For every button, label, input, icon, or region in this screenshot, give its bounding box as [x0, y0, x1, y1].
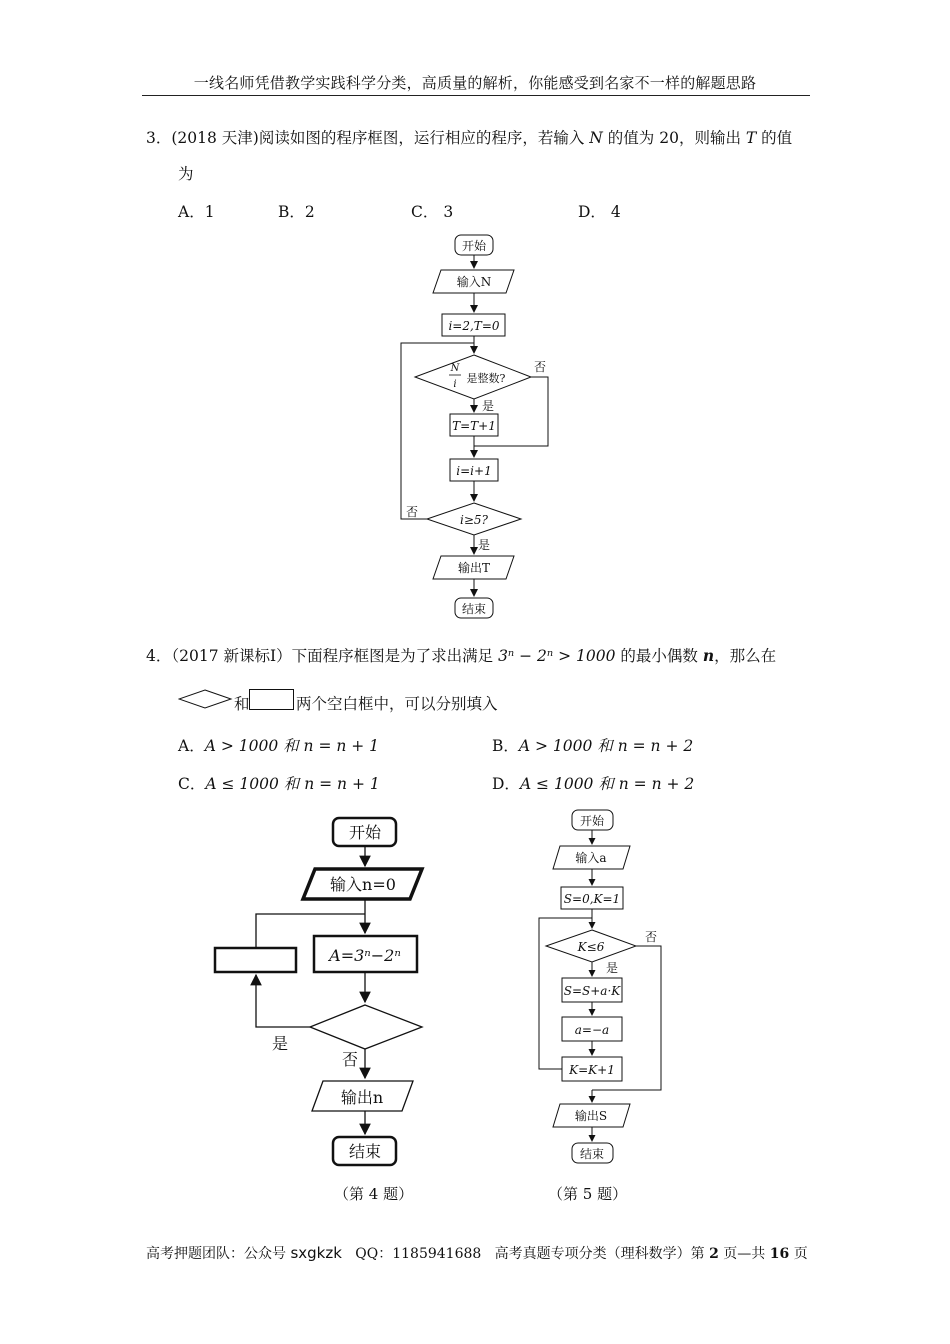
q3-frac-num: N	[450, 363, 460, 374]
q3-var-n: N	[589, 129, 603, 147]
q4-caption: （第 4 题）	[334, 1185, 414, 1203]
q4-assign-label: A=3ⁿ−2ⁿ	[329, 946, 401, 965]
q5-init-label: S=0,K=1	[563, 892, 621, 906]
q3-text-a: (2018 天津)阅读如图的程序框图，运行相应的程序，若输入	[171, 129, 585, 147]
q5-output-label: 输出S	[574, 1109, 608, 1123]
q3-option-a: A．1	[178, 203, 215, 221]
footer-info: QQ：1185941688 高考真题专项分类（理科数学）第	[341, 1246, 710, 1262]
q5-cond-label: K≤6	[577, 940, 605, 954]
q3-cond2-label: i≥5?	[460, 513, 488, 527]
q3-yes1-label: 是	[481, 399, 495, 413]
footer-page-number: 2	[709, 1246, 719, 1262]
q3-text-c: 的值	[761, 129, 793, 147]
q3-init-label: i=2,T=0	[448, 319, 500, 333]
q5-no-label: 否	[644, 930, 658, 944]
q4-yes-label: 是	[271, 1034, 289, 1053]
q3-cond1-label: 是整数?	[466, 372, 506, 385]
q4-output-label: 输出n	[340, 1088, 384, 1107]
q5-step1-label: S=S+a·K	[563, 984, 621, 998]
q5-input-label: 输入a	[575, 851, 607, 865]
q3-option-c: C． 3	[411, 203, 454, 221]
q3-step2-label: i=i+1	[456, 464, 492, 478]
q4-end-label: 结束	[348, 1142, 382, 1161]
q4-text-a: （2017 新课标Ⅰ）下面程序框图是为了求出满足	[171, 647, 494, 665]
q3-step1-label: T=T+1	[452, 419, 496, 433]
q5-yes-label: 是	[605, 961, 619, 975]
q4-input-label: 输入n=0	[330, 875, 396, 894]
footer-brand: sxgkzk	[290, 1244, 342, 1262]
q4-option-c: C．A ≤ 1000 和 n = n + 1	[178, 775, 380, 793]
q5-end-label: 结束	[579, 1147, 605, 1161]
q3-var-t: T	[745, 129, 757, 147]
q3-text-b: 的值为 20，则输出	[607, 129, 741, 147]
q5-step3-label: K=K+1	[569, 1063, 615, 1077]
page-header: 一线名师凭借教学实践科学分类，高质量的解析，你能感受到名家不一样的解题思路	[193, 74, 757, 92]
q5-caption: （第 5 题）	[548, 1185, 628, 1203]
q3-yes2-label: 是	[477, 538, 491, 552]
q3-end-label: 结束	[461, 602, 487, 616]
q3-start-label: 开始	[461, 239, 487, 253]
q4-text-c: ，那么在	[714, 647, 777, 665]
q4-option-b: B．A > 1000 和 n = n + 2	[492, 737, 694, 755]
q3-line2: 为	[178, 165, 194, 183]
q4-start-label: 开始	[348, 823, 382, 842]
q5-step2-label: a=−a	[574, 1023, 610, 1037]
q4-and: 和	[234, 695, 250, 713]
page-footer: 高考押题团队：公众号 sxgkzk QQ：1185941688 高考真题专项分类（理科数学）第 2 页—共 16 页	[146, 1244, 808, 1262]
q4-option-a: A．A > 1000 和 n = n + 1	[178, 737, 380, 755]
q5-start-label: 开始	[579, 814, 605, 828]
footer-total-pages: 16	[769, 1246, 790, 1262]
q3-no1-label: 否	[533, 360, 547, 374]
q4-math: 3ⁿ − 2ⁿ > 1000	[498, 647, 616, 665]
q3-option-b: B．2	[278, 203, 315, 221]
q3-frac-den: i	[453, 379, 457, 390]
q4-var-n: n	[702, 646, 715, 665]
q3-number: 3．	[146, 129, 172, 147]
q3-output-label: 输出T	[457, 561, 491, 575]
q4-text-b: 的最小偶数	[620, 647, 698, 665]
q4-number: 4．	[146, 647, 172, 665]
q3-option-d: D． 4	[578, 203, 621, 221]
q4-no-label: 否	[341, 1050, 359, 1069]
q3-no2-label: 否	[405, 505, 419, 519]
footer-team: 高考押题团队：公众号	[146, 1246, 291, 1262]
q4-option-d: D．A ≤ 1000 和 n = n + 2	[492, 775, 695, 793]
q3-input-label: 输入N	[456, 275, 492, 289]
q4-line2: 两个空白框中，可以分别填入	[296, 695, 498, 713]
